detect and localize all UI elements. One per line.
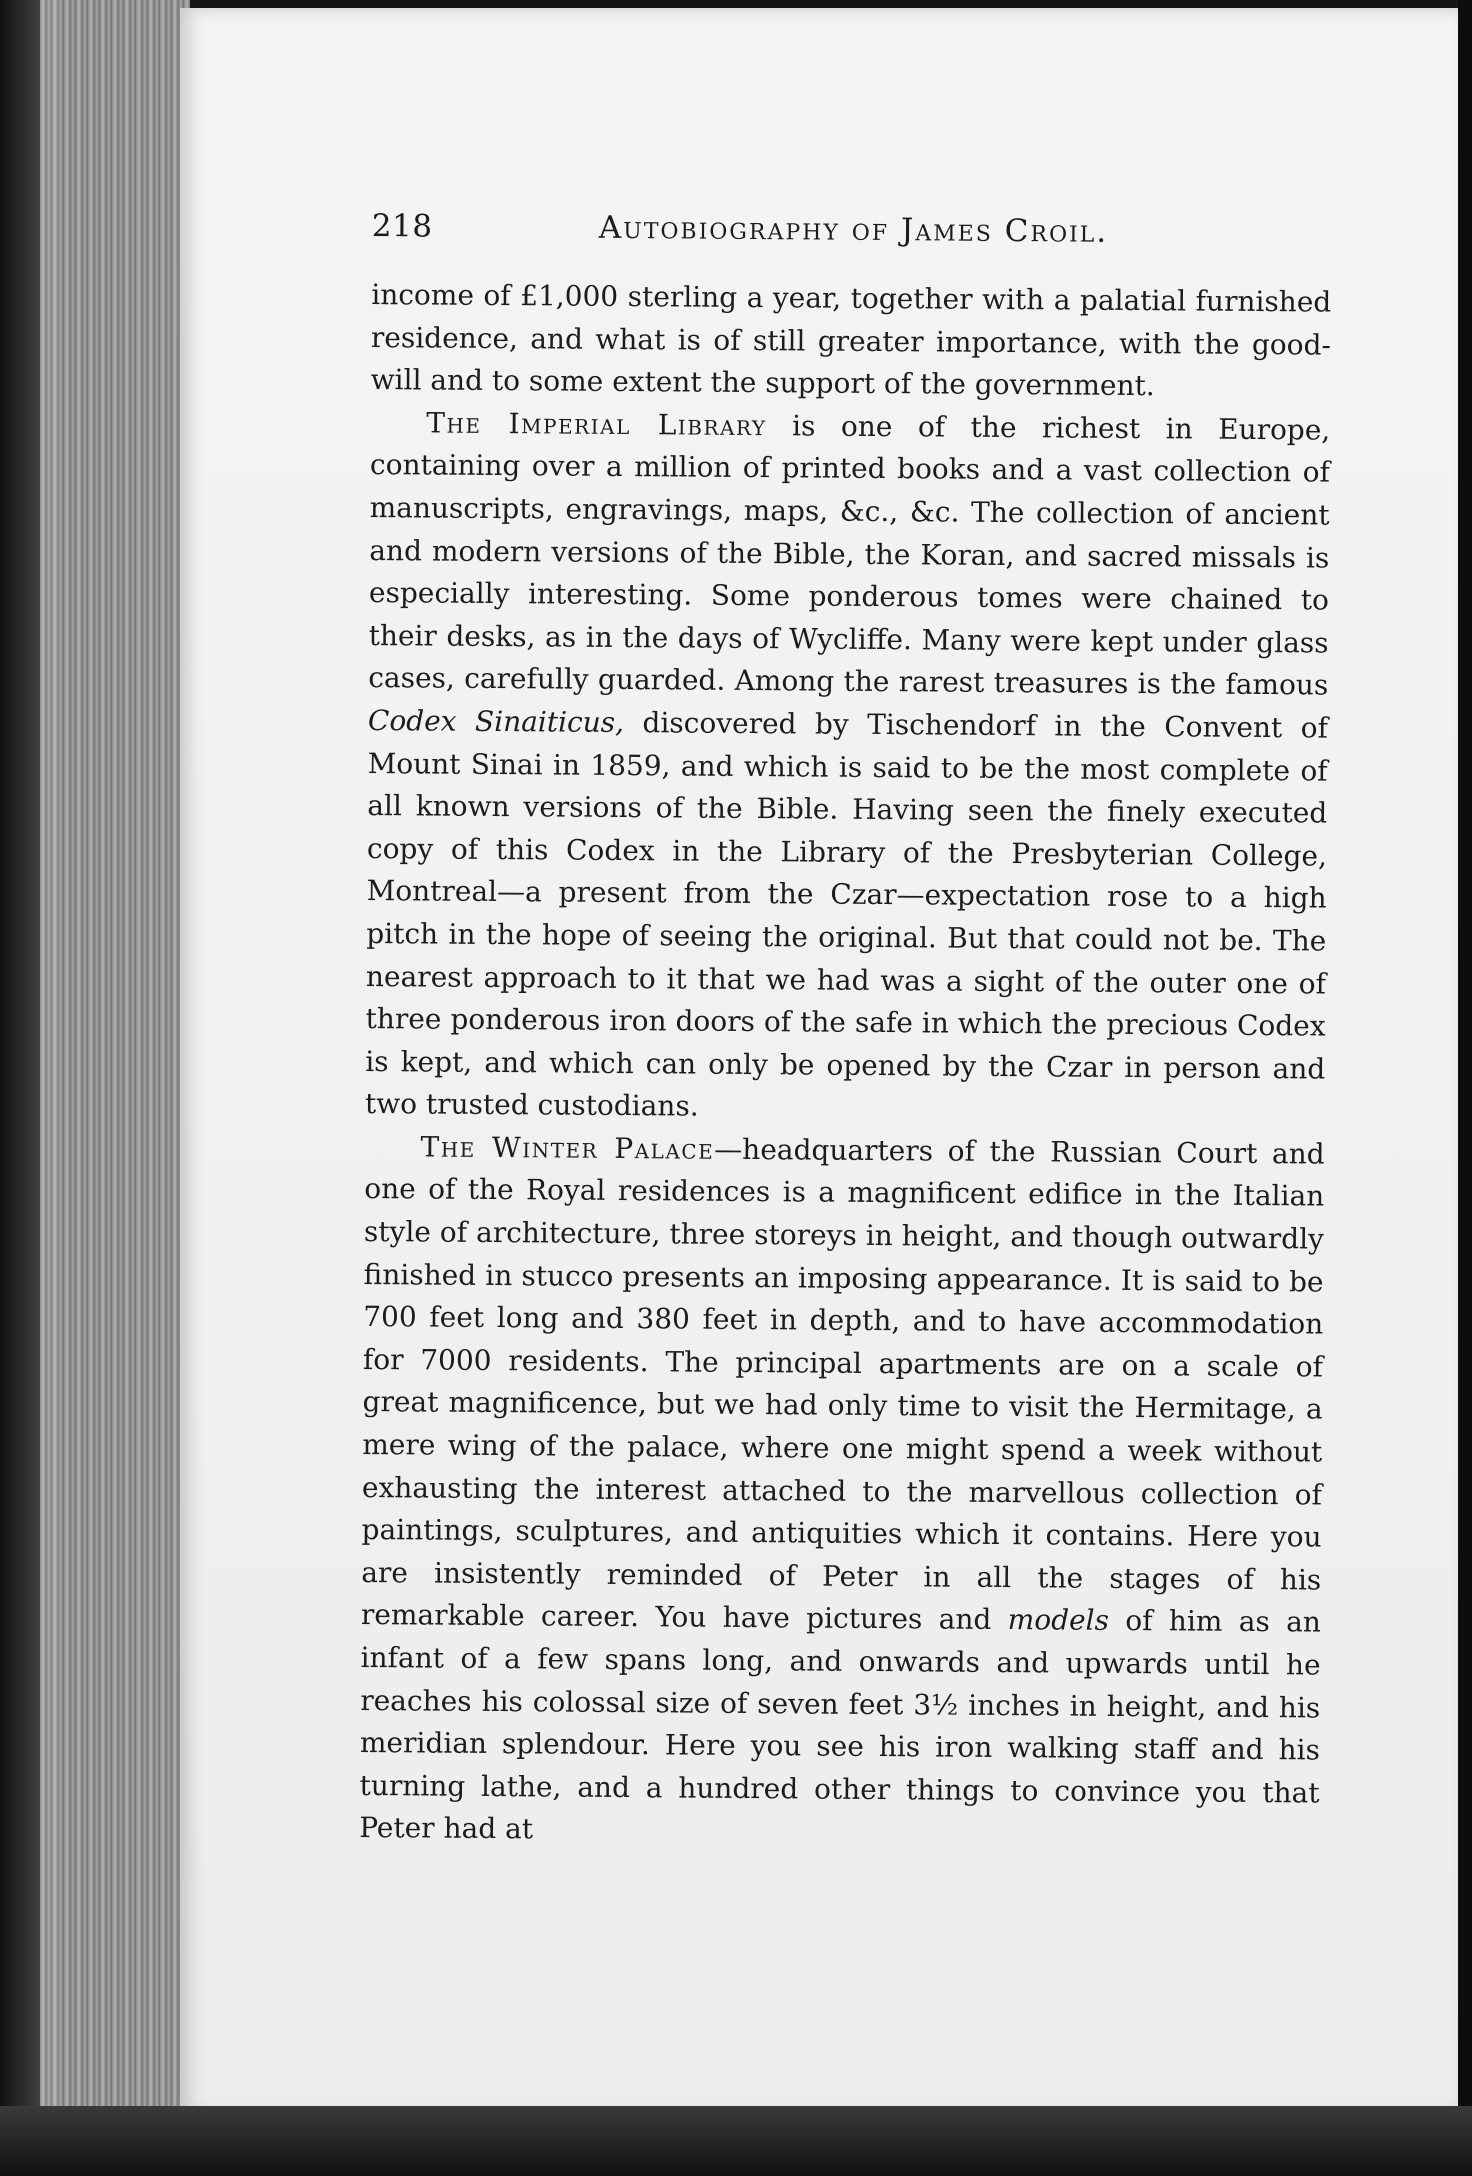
paragraph-imperial-library [365,402,1331,1134]
page-content [359,208,1332,1857]
codex-title: Codex Sinaiticus, [367,703,625,739]
running-head: Autobiography of James Croil. [598,209,1109,250]
paragraph-3-text-a: —headquarters of the Russian Court and one of the Royal residences is a magnificent edifice in the Italian style of architecture, three storeys in height, and though outwardly finished in stucco presents an imposing appearance. It is said to be 700 feet long and 380 feet in depth, and to have accommodation for 7000 residents. The principal apartments are on a scale of great magnificence, but we had only time to visit the Hermitage, a mere wing of the palace, where one might spend a week without exhausting the interest attached to the marvellous collection of paintings, sculptures, and antiquities which it contains. Here you are insistently reminded of Peter in all the stages of his remarkable career. You have pictures and [360,1132,1325,1637]
models-emphasis: models [1007,1603,1110,1638]
paragraph-2-text-b: discovered by Tischendorf in the Convent of Mount Sinai in 1859, and which is said to be the most complete of all known versions of the Bible. Having seen the finely executed copy of this Codex in the Library of the Presbyterian College, Montreal—a present from the Czar—expectation rose to a high pitch in the hope of seeing the original. But that could not be. The nearest approach to it that we had was a sight of the outer one of three ponderous iron doors of the safe in which the precious Codex is kept, and which can only be opened by the Czar in person and two trusted custodians. [364,705,1329,1123]
paragraph-winter-palace [359,1126,1325,1858]
paragraph-1-text: income of £1,000 sterling a year, together with a palatial furnished residence, and what is of still greater importance, with the good-will and to some extent the support of the government. [370,277,1332,403]
paragraph-3-text-b: of him as an infant of a few spans long, and onwards and upwards until he reaches his colossal size of seven feet 3½ inches in height, and his meridian splendour. Here you see his iron walking staff and his turning lathe, and a hundred other things to convince you that Peter had at [359,1604,1322,1846]
section-heading-imperial-library: The Imperial Library [426,406,767,442]
bottom-edge-shadow [0,2106,1472,2176]
paragraph-2-text-a: is one of the richest in Europe, containing over a million of printed books and a vast collection of manuscripts, engravings, maps, &c., &c. The collection of ancient and modern versions of the Bible, the Koran, and sacred missals is especially interesting. Some ponderous tomes were chained to their desks, as in the days of Wycliffe. Many were kept under glass cases, carefully guarded. Among the rarest treasures is the famous [368,408,1331,702]
section-heading-winter-palace: The Winter Palace [420,1130,715,1166]
page-header [372,208,1332,276]
page-number: 218 [371,208,433,245]
body-text [359,274,1331,1857]
paragraph-1 [370,274,1331,409]
right-edge-shadow [1458,0,1472,2176]
book-page [180,8,1460,2116]
stacked-page-edges [40,0,190,2110]
